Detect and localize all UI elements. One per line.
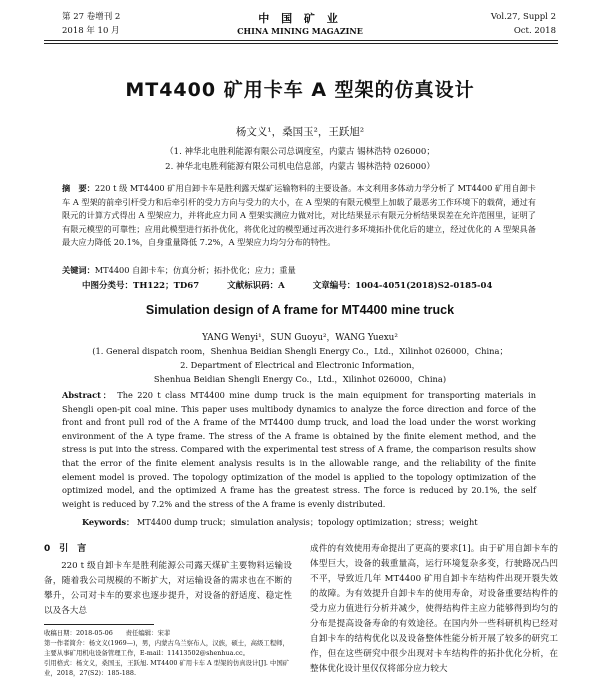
keywords-cn-text: MT4400 自卸卡车；仿真分析；拓扑优化；应力；重量 — [94, 265, 296, 275]
clc-number: 中图分类号：TH122；TD67 — [82, 281, 200, 291]
journal-name-en: CHINA MINING MAGAZINE — [237, 26, 363, 36]
volume-issue-en: Vol.27, Suppl 2 — [490, 12, 556, 22]
keywords-en-label: Keywords： — [82, 517, 135, 527]
volume-issue: 第 27 卷增刊 2 — [62, 12, 121, 22]
abstract-en-text: The 220 t class MT4400 mine dump truck is the main equipment for transporting materials in Shengli open-pit coal mine. This paper uses multibody dynamics to analyze the force direction and force of the front and front pull rod of the A frame of the MT4400 dump truck, and load the load under the worst working environment of the A type frame. The stress of the A frame is obtained by the finite element method, and the stress is put into the stress. Compared with the experimental test stress of A frame, the comparison results show that the error of the finite element analysis results is in the allowable range, and the reliability of the finite element model is proved. The topology optimization of the model is applied to the topology optimization of the optimized model, and the optimized A frame has the greatest stress. The force is reduced by 20.1%, the self weight is reduced by 7.2% and the stress of the A frame is evenly distributed. — [62, 390, 536, 509]
article-number: 文章编号：1004-4051(2018)S2-0185-04 — [312, 281, 493, 291]
paper-title: MT4400 矿用卡车 A 型架的仿真设计 — [125, 79, 475, 101]
keywords-en-text: MT4400 dump truck；simulation analysis；topology optimization；stress；weight — [136, 517, 478, 527]
issue-date: 2018 年 10 月 — [62, 26, 120, 36]
footnote-rule — [44, 624, 154, 625]
abstract-en-label: Abstract： — [62, 390, 113, 400]
body-column-right — [310, 542, 558, 677]
journal-name-cn: 中 国 矿 业 — [258, 12, 342, 25]
english-affiliation-3: Shenhua Beidian Shengli Energy Co.，Ltd.，Xilinhot 026000，China) — [153, 374, 447, 384]
footnote-author-bio: 第一作者简介：杨文义(1969—)，男，内蒙古乌兰察布人，汉族，硕士，高级工程师，主要从事矿用机电设备管理工作，E-mail：11413502@shenhua.cc。 — [44, 639, 289, 657]
document-code: 文献标识码：A — [227, 281, 285, 291]
header-rule-thin — [44, 43, 558, 44]
english-affiliation-1: (1. General dispatch room，Shenhua Beidian Shengli Energy Co.，Ltd.，Xilinhot 026000，China； — [92, 346, 508, 356]
abstract-en — [62, 389, 536, 511]
running-header — [0, 8, 600, 38]
body-column-left — [44, 542, 292, 619]
footnote-received: 收稿日期：2018-05-06 责任编辑：宋菲 — [44, 629, 171, 637]
classification-line — [82, 279, 520, 291]
affiliation-2: 2. 神华北电胜利能源有限公司机电信息部，内蒙古 锡林浩特 026000） — [165, 162, 435, 172]
header-right — [491, 10, 556, 38]
affiliation-1: （1. 神华北电胜利能源有限公司总调度室，内蒙古 锡林浩特 026000； — [165, 147, 435, 157]
english-affiliation-2: 2. Department of Electrical and Electronic Information， — [180, 360, 420, 370]
english-title: Simulation design of A frame for MT4400 mine truck — [145, 303, 455, 317]
header-rule-thick — [44, 40, 558, 41]
author-list: 杨文义¹，桑国玉²，王跃旭² — [235, 126, 365, 138]
footnote-citation: 引用格式：杨文义，桑国玉，王跃旭. MT4400 矿用卡车 A 型架的仿真设计[J]. 中国矿业，2018，27(S2)：185-188. — [44, 659, 290, 677]
right-column-paragraph: 成件的有效使用寿命提出了更高的要求[1]。由于矿用自卸卡车的体型巨大，设备的载重量高，运行环境复杂多变，行驶路况凸凹不平，导致近几年 MT4400 矿用自卸卡车结构件出现开裂失效的故障。为有效提升自卸卡车的使用寿命，对设备重要结构件的受力应力值进行分析并减少，使得结构件主应力能够得到均匀的分布是提高设备寿命的有效途径。在国内外一些科研机构已经对自卸卡车的结构优化以及设备整体性能分析开展了较多的研究工作，但在这些研究中很少出现对卡车结构件的拓扑优化分析，在整体优化设计里仅仅将部分应力较大 — [310, 544, 558, 674]
abstract-cn-text: 220 t 级 MT4400 矿用自卸卡车是胜利露天煤矿运输物料的主要设备。本文利用多体动力学分析了 MT4400 矿用自卸卡车 A 型架的前牵引杆受力和后牵引杆的受力方向与受力的大小，在 A 型架的有限元模型上加载了最恶劣工作环境下的载荷，通过有限元的计算方式得出 A 型架应力，并将此应力同 A 型架实测应力做对比，对比结果显示有限元分析结果误差在允许范围里，证明了有限元模型的可靠性；应用此模型进行拓扑优化，将优化过的模型通过再次进行多环境拓扑优化后的建立，经过优化的 A 型架具备最大应力降低 20.1%，自身重量降低 7.2%，A 型架应力均匀分布的特性。 — [62, 183, 536, 248]
keywords-en — [82, 517, 478, 528]
abstract-cn — [62, 182, 536, 250]
section-heading-intro: 0 引 言 — [44, 544, 87, 554]
issue-date-en: Oct. 2018 — [513, 26, 556, 36]
english-authors: YANG Wenyi¹，SUN Guoyu²，WANG Yuexu² — [202, 333, 398, 343]
keywords-cn — [62, 264, 536, 278]
abstract-cn-label: 摘 要： — [62, 183, 95, 193]
intro-paragraph: 220 t 级自卸卡车是胜利能源公司露天煤矿主要物料运输设备，随着我公司规模的不断扩大，对运输设备的需求也在不断的攀升，公司对卡车的要求也逐步提升，对设备的舒适度、稳定性以及各大总 — [44, 561, 292, 616]
footnotes — [44, 628, 292, 678]
keywords-cn-label: 关键词： — [62, 265, 95, 275]
